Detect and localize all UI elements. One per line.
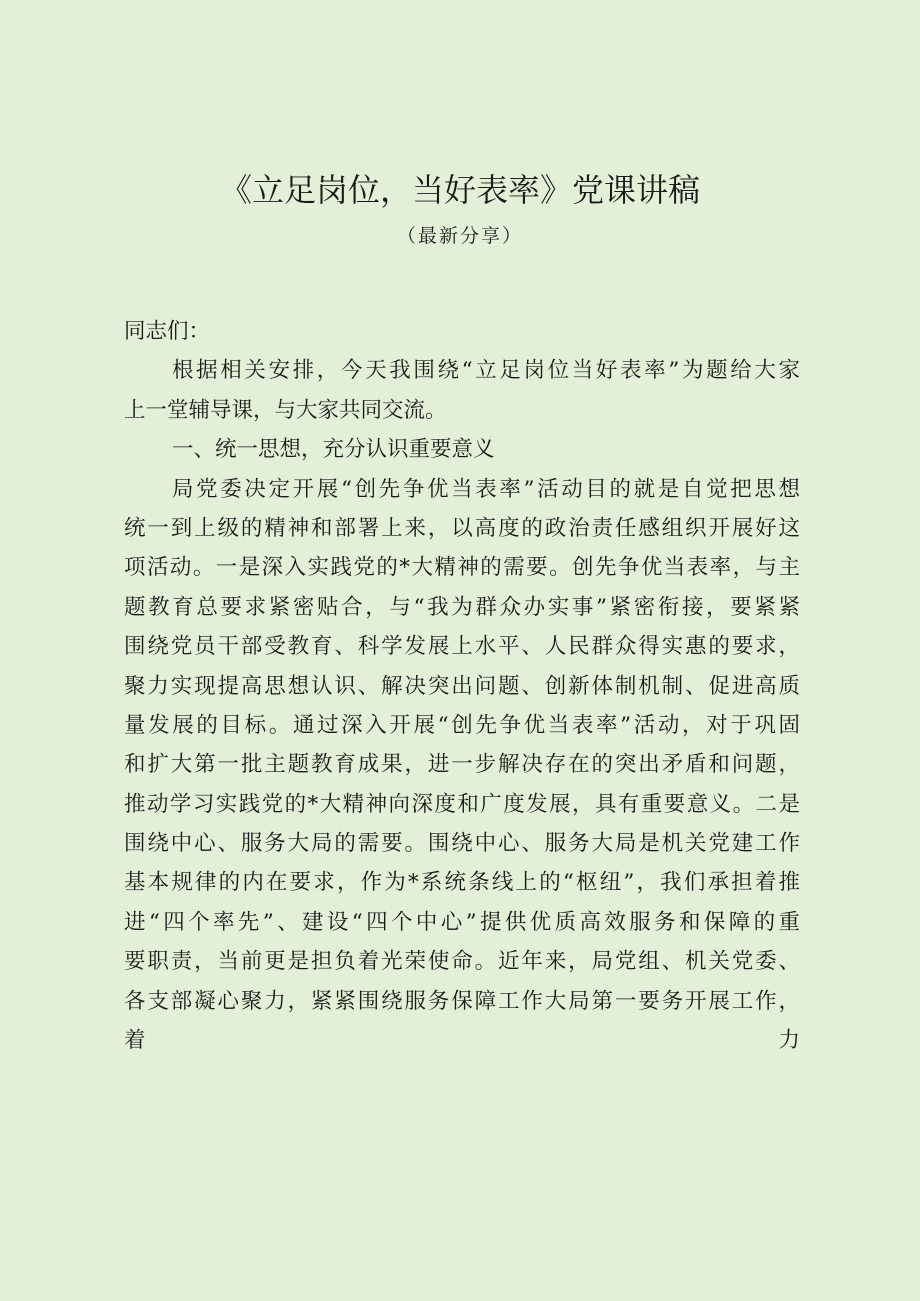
body-line: 着 力 bbox=[124, 1028, 800, 1054]
body-line: 上一堂辅导课，与大家共同交流。 bbox=[124, 397, 447, 423]
body-line: 量发展的目标。通过深入开展“创先争优当表率”活动，对于巩固 bbox=[124, 712, 800, 738]
body-line: 围绕中心、服务大局的需要。围绕中心、服务大局是机关党建工作 bbox=[124, 831, 800, 857]
body-line: 基本规律的内在要求，作为*系统条线上的“枢纽”，我们承担着推 bbox=[124, 870, 800, 896]
body-line: 项活动。一是深入实践党的*大精神的需要。创先争优当表率，与主 bbox=[124, 555, 800, 581]
document-subtitle: （最新分享） bbox=[396, 225, 523, 247]
body-line: 聚力实现提高思想认识、解决突出问题、创新体制机制、促进高质 bbox=[124, 673, 800, 699]
document-body bbox=[124, 312, 800, 1060]
body-line: 题教育总要求紧密贴合，与“我为群众办实事”紧密衔接，要紧紧 bbox=[124, 594, 800, 620]
body-line: 各支部凝心聚力，紧紧围绕服务保障工作大局第一要务开展工作， bbox=[124, 988, 800, 1014]
body-line: 进“四个率先”、建设“四个中心”提供优质高效服务和保障的重 bbox=[124, 909, 800, 935]
body-line: 一、统一思想，充分认识重要意义 bbox=[172, 437, 495, 463]
body-line: 和扩大第一批主题教育成果，进一步解决存在的突出矛盾和问题， bbox=[124, 752, 800, 778]
body-line: 根据相关安排，今天我围绕“立足岗位当好表率”为题给大家 bbox=[172, 358, 800, 384]
body-line: 同志们： bbox=[124, 319, 211, 344]
body-line: 围绕党员干部受教育、科学发展上水平、人民群众得实惠的要求， bbox=[124, 634, 800, 660]
body-line: 局党委决定开展“创先争优当表率”活动目的就是自觉把思想 bbox=[172, 476, 800, 502]
body-line: 要职责，当前更是担负着光荣使命。近年来，局党组、机关党委、 bbox=[124, 949, 800, 975]
body-line: 推动学习实践党的*大精神向深度和广度发展，具有重要意义。二是 bbox=[124, 791, 800, 817]
body-line: 统一到上级的精神和部署上来，以高度的政治责任感组织开展好这 bbox=[124, 515, 800, 541]
document-title: 《立足岗位，当好表率》党课讲稿 bbox=[219, 171, 700, 209]
